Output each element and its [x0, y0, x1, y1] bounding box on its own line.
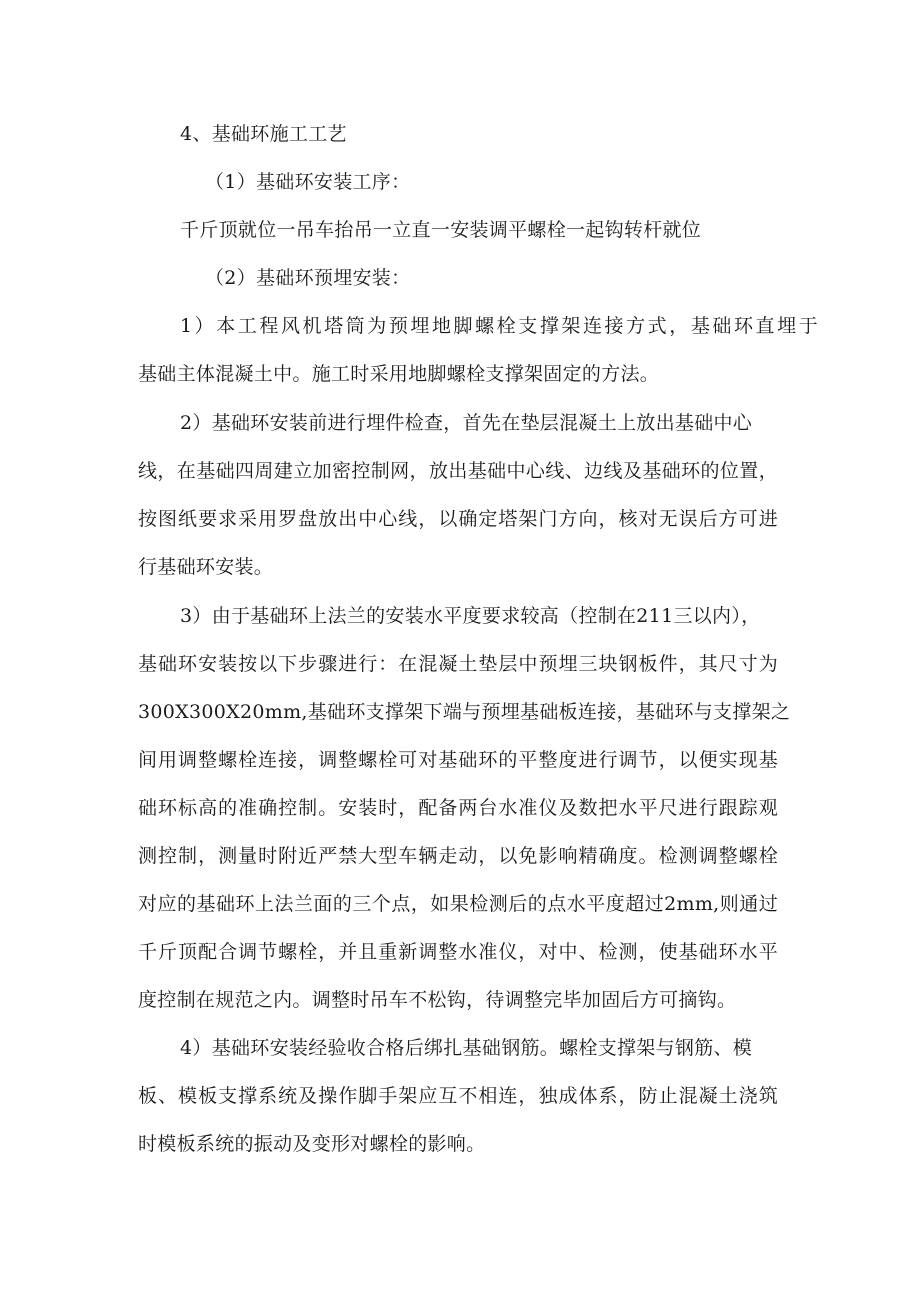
item-3-line-7: 对应的基础环上法兰面的三个点，如果检测后的点水平度超过2mm,则通过: [138, 893, 778, 915]
item-3-line-2: 基础环安装按以下步骤进行：在混凝土垫层中预埋三块钢板件，其尺寸为: [138, 653, 778, 675]
subsection-2-heading: （2）基础环预埋安装：: [205, 267, 411, 289]
item-3-line-1: 3）由于基础环上法兰的安装水平度要求较高（控制在211三以内），: [180, 605, 761, 627]
item-2-line-1: 2）基础环安装前进行埋件检查，首先在垫层混凝土上放出基础中心: [180, 412, 753, 434]
item-1-line-2: 基础主体混凝土中。施工时采用地脚螺栓支撑架固定的方法。: [138, 363, 660, 385]
item-3-line-9: 度控制在规范之内。调整时吊车不松钩，待调整完毕加固后方可摘钩。: [138, 989, 737, 1011]
item-4-line-3: 时模板系统的振动及变形对螺栓的影响。: [138, 1133, 486, 1155]
item-4-line-2: 板、模板支撑系统及操作脚手架应互不相连，独成体系，防止混凝土浇筑: [138, 1085, 778, 1107]
item-2-line-2: 线，在基础四周建立加密控制网，放出基础中心线、边线及基础环的位置，: [138, 460, 778, 482]
item-3-line-3: 300X300X20mm,基础环支撑架下端与预埋基础板连接，基础环与支撑架之: [138, 701, 791, 723]
item-3-line-6: 测控制，测量时附近严禁大型车辆走动，以免影响精确度。检测调整螺栓: [138, 845, 778, 867]
subsection-1-heading: （1）基础环安装工序：: [205, 171, 411, 193]
item-3-line-8: 千斤顶配合调节螺栓，并且重新调整水准仪，对中、检测，使基础环水平: [138, 941, 778, 963]
section-heading: 4、基础环施工工艺: [180, 123, 347, 145]
item-3-line-5: 础环标高的准确控制。安装时，配备两台水准仪及数把水平尺进行跟踪观: [138, 797, 778, 819]
installation-flow-text: 千斤顶就位一吊车抬吊一立直一安装调平螺栓一起钩转杆就位: [180, 219, 702, 241]
item-2-line-4: 行基础环安装。: [138, 556, 274, 578]
item-4-line-1: 4）基础环安装经验收合格后绑扎基础钢筋。螺栓支撑架与钢筋、模: [180, 1037, 753, 1059]
item-1-line-1: 1）本工程风机塔筒为预埋地脚螺栓支撑架连接方式，基础环直埋于: [180, 315, 818, 337]
item-3-line-4: 间用调整螺栓连接，调整螺栓可对基础环的平整度进行调节，以便实现基: [138, 749, 778, 771]
item-2-line-3: 按图纸要求采用罗盘放出中心线，以确定塔架门方向，核对无误后方可进: [138, 508, 778, 530]
